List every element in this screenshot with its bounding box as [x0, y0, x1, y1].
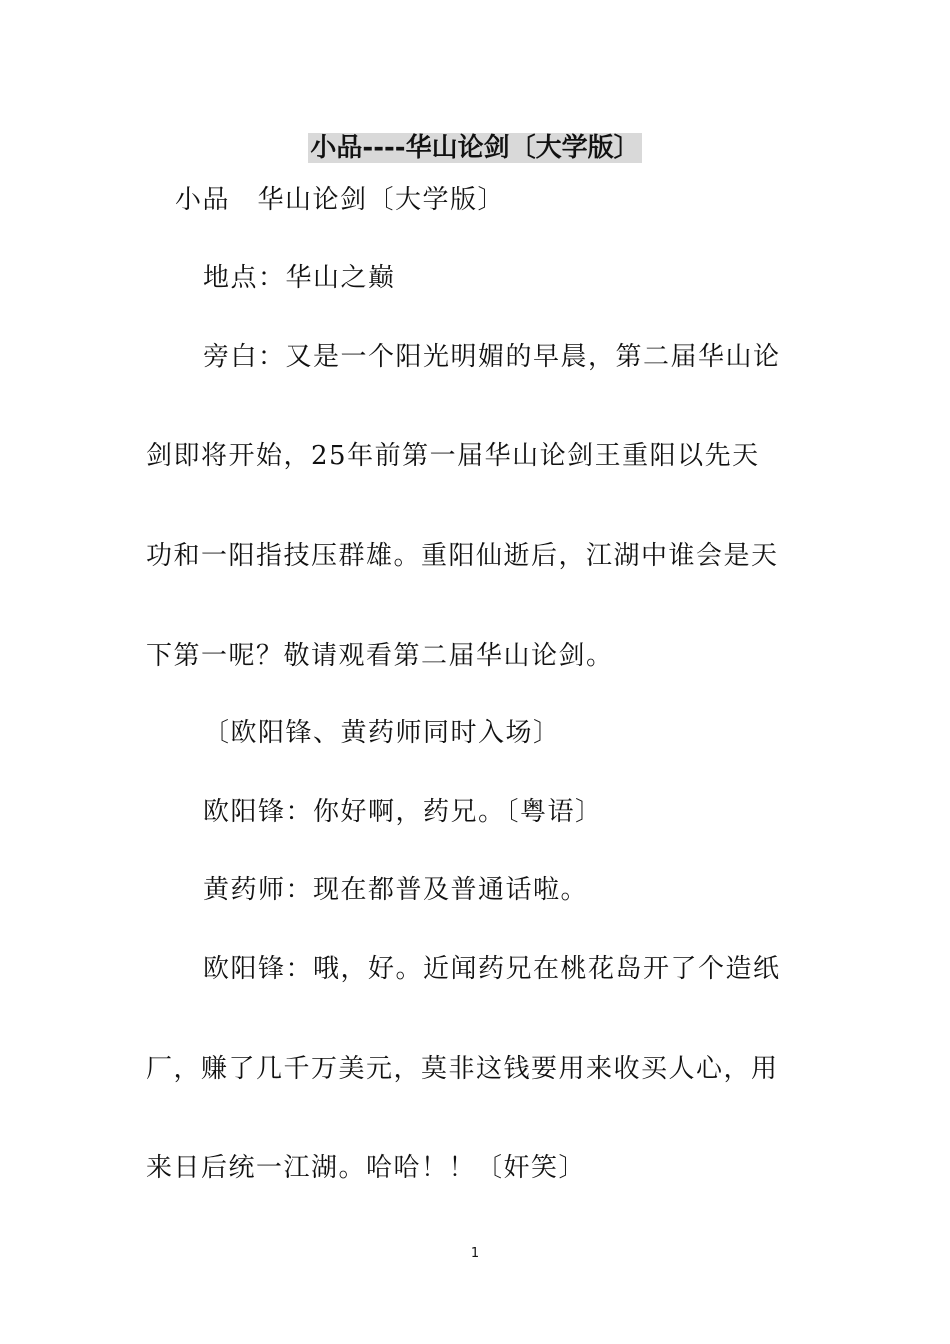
- paragraph-line: 剑即将开始，25年前第一届华山论剑王重阳以先天: [146, 441, 760, 471]
- document-subtitle: 小品 华山论剑〔大学版〕: [175, 185, 506, 215]
- document-title: [0, 128, 950, 168]
- paragraph-line: 旁白：又是一个阳光明媚的早晨，第二届华山论: [203, 342, 781, 372]
- paragraph-line: 黄药师：现在都普及普通话啦。: [203, 875, 589, 905]
- paragraph-line: 地点：华山之巅: [203, 263, 396, 293]
- paragraph-line: 功和一阳指技压群雄。重阳仙逝后，江湖中谁会是天: [146, 541, 779, 571]
- document-title-text: 小品----华山论剑〔大学版〕: [310, 133, 640, 163]
- paragraph-line: 下第一呢？敬请观看第二届华山论剑。: [146, 641, 614, 671]
- paragraph-line: 〔欧阳锋、黄药师同时入场〕: [203, 718, 561, 748]
- paragraph-line: 来日后统一江湖。哈哈！！〔奸笑〕: [146, 1153, 587, 1183]
- paragraph-line: 厂，赚了几千万美元，莫非这钱要用来收买人心，用: [146, 1054, 779, 1084]
- paragraph-line: 欧阳锋：哦，好。近闻药兄在桃花岛开了个造纸: [203, 954, 781, 984]
- paragraph-line: 欧阳锋：你好啊，药兄。〔粤语〕: [203, 797, 603, 827]
- page-number: 1: [470, 1246, 480, 1261]
